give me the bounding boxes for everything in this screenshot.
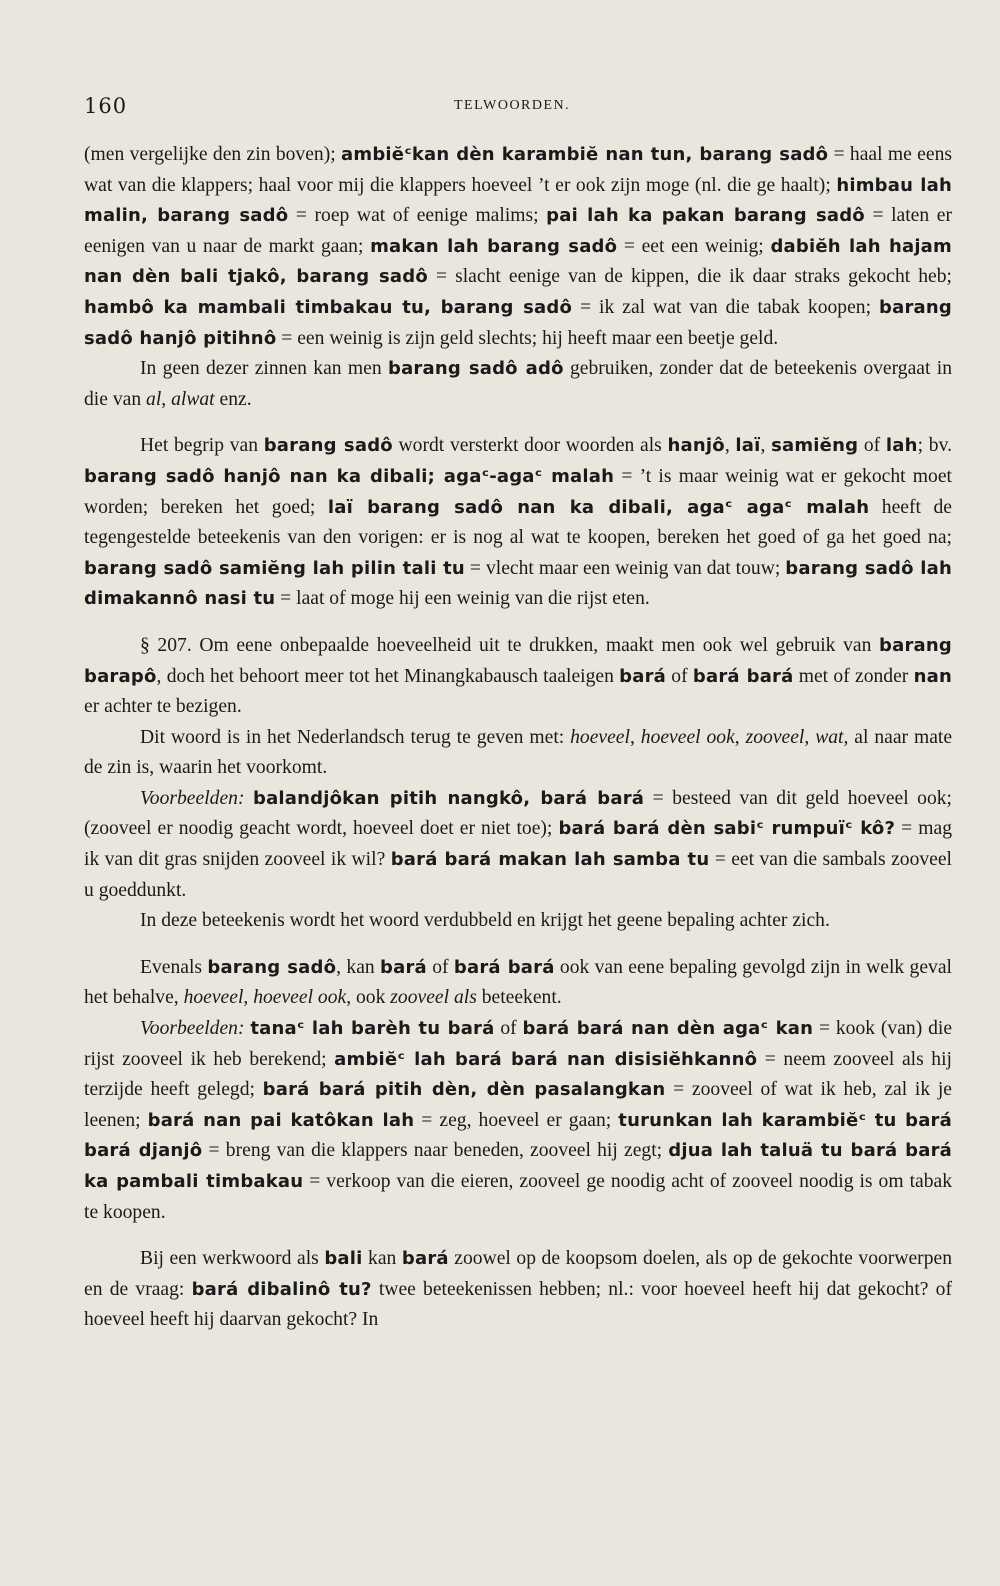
text-run: heeft de tegengestelde beteekenis van den vorigen: er is nog al wat te koopen, bereken het goed of ga het goed na; — [84, 496, 952, 549]
text-run: , — [243, 987, 254, 1009]
italic-text: al — [146, 388, 162, 410]
malay-term: hanjô — [667, 435, 725, 457]
malay-term: bará bará — [453, 956, 555, 978]
text-run: met of zonder — [793, 665, 914, 687]
text-run: § 207. Om eene onbepaalde hoeveelheid uit te drukken, maakt men ook wel gebruik van — [140, 634, 880, 656]
page-number: 160 — [84, 94, 128, 118]
italic-text: hoeveel — [570, 726, 630, 748]
malay-term: bará bará — [692, 665, 794, 687]
body-text — [84, 140, 952, 1336]
malay-term: pai lah ka pakan barang sadô — [546, 205, 865, 227]
paragraph — [84, 1244, 952, 1336]
malay-term: barang sadô lah dimakannô nasi tu — [84, 557, 952, 610]
text-run: of — [666, 665, 693, 687]
text-run: , kan — [336, 956, 381, 978]
text-run: zoowel op de koopsom doelen, als op de gekochte voorwerpen en de vraag: — [84, 1248, 952, 1300]
malay-term: bará bará makan lah samba tu — [390, 849, 710, 871]
paragraph — [84, 354, 952, 415]
text-run: , — [629, 726, 641, 748]
text-run: (men vergelijke den zin boven); — [84, 144, 342, 165]
text-run: er achter te bezigen. — [84, 696, 242, 718]
malay-term: bará bará pitih dèn, dèn pasalangkan — [262, 1079, 666, 1101]
text-run: twee beteekenissen hebben; nl.: voor hoeveel heeft hij dat gekocht? of hoeveel heeft hij daarvan gekocht? In — [84, 1278, 952, 1331]
malay-term: bará — [401, 1248, 449, 1270]
text-run: Bij een werkwoord als — [140, 1248, 325, 1270]
text-run: = slacht eenige van de kippen, die ik daar straks gekocht heb; — [427, 266, 952, 288]
italic-text: hoeveel — [183, 987, 244, 1009]
text-run: , — [161, 388, 172, 410]
malay-term: barang barapô — [84, 634, 952, 687]
paragraph — [84, 140, 952, 354]
paragraph — [84, 953, 952, 1014]
paragraph — [84, 784, 952, 906]
malay-term: bará bará dèn sabiᶜ rumpuïᶜ kô? — [558, 818, 896, 840]
malay-term: laï — [735, 435, 761, 457]
malay-term: hambô ka mambali timbakau tu, barang sadô — [84, 296, 573, 318]
malay-term: barang sadô adô — [387, 358, 564, 380]
text-run: of — [426, 956, 454, 978]
text-run: = roep wat of eenige malims; — [288, 205, 547, 227]
text-run: = laten er eenigen van u naar de markt gaan; — [84, 205, 952, 257]
text-run: = haal me eens wat van die klappers; haal voor mij die klappers hoeveel ’t er ook zijn moge (nl. die ge haalt); — [84, 144, 952, 196]
text-run: = mag ik van dit gras snijden zooveel ik wil? — [84, 818, 952, 871]
italic-text: hoeveel ook — [253, 987, 347, 1009]
running-title: TELWOORDEN. — [454, 98, 571, 113]
malay-term: barang sadô samiĕng lah pilin tali tu — [84, 557, 465, 579]
text-run: = laat of moge hij een weinig van die rijst eten. — [275, 588, 650, 610]
text-run: = zeg, hoeveel er gaan; — [414, 1109, 619, 1131]
malay-term: bará nan pai katôkan lah — [147, 1109, 415, 1131]
text-run: Dit woord is in het Nederlandsch terug te geven met: — [140, 726, 571, 748]
malay-term: laï barang sadô nan ka dibali, agaᶜ agaᶜ malah — [327, 496, 870, 518]
text-run: = zooveel of wat ik heb, zal ik je leenen; — [84, 1079, 952, 1131]
page-header — [84, 94, 954, 122]
text-run: wordt versterkt door woorden als — [392, 435, 668, 457]
paragraph — [84, 1014, 952, 1228]
text-run: = ’t is maar weinig wat er gekocht moet worden; bereken het goed; — [84, 465, 952, 518]
malay-term: lah — [885, 435, 918, 457]
malay-term: bali — [324, 1248, 363, 1270]
paragraph — [84, 431, 952, 615]
malay-term: bará dibalinô tu? — [191, 1278, 372, 1300]
text-run: = verkoop van die eieren, zooveel ge noodig acht of zooveel noodig is om tabak te koopen. — [84, 1171, 952, 1223]
malay-term: dabiĕh lah hajam nan dèn bali tjakô, barang sadô — [84, 235, 952, 288]
text-run: ; bv. — [917, 435, 952, 457]
text-run: = besteed van dit geld hoeveel ook; (zooveel er noodig geacht wordt, hoeveel doet er niet toe); — [84, 787, 953, 840]
malay-term: balandjôkan pitih nangkô, bará bará — [252, 787, 645, 809]
text-run: = eet een weinig; — [617, 235, 771, 257]
malay-term: bará bará nan dèn agaᶜ kan — [522, 1018, 814, 1040]
italic-text: wat — [815, 726, 844, 748]
text-run: = ik zal wat van die tabak koopen; — [572, 296, 880, 318]
text-run: = een weinig is zijn geld slechts; hij heeft maar een beetje geld. — [276, 327, 779, 349]
text-run: In deze beteekenis wordt het woord verdubbeld en krijgt het geene bepaling achter zich. — [140, 910, 830, 932]
malay-term: makan lah barang sadô — [370, 235, 618, 257]
malay-term: bará — [380, 956, 427, 978]
text-run: of — [858, 435, 886, 457]
text-run: , — [734, 726, 746, 748]
malay-term: nan — [913, 665, 952, 687]
text-run: , — [724, 435, 736, 457]
malay-term: barang sadô hanjô nan ka dibali; agaᶜ-agaᶜ malah — [84, 465, 615, 487]
malay-term: bará — [619, 665, 667, 687]
italic-text: Voorbeelden: — [140, 787, 245, 809]
text-run: In geen dezer zinnen kan men — [140, 358, 388, 380]
text-run: = breng van die klappers naar beneden, zooveel hij zegt; — [202, 1140, 669, 1162]
text-run: , ook — [346, 987, 391, 1009]
italic-text: zooveel als — [390, 987, 477, 1009]
text-run: Het begrip van — [140, 435, 264, 457]
text-run: , doch het behoort meer tot het Minangkabausch taaleigen — [156, 665, 620, 687]
text-run: = neem zooveel als hij terzijde heeft gelegd; — [84, 1048, 952, 1101]
text-run — [244, 788, 253, 809]
text-run: = eet van die sambals zooveel u goeddunkt. — [84, 849, 952, 901]
text-run: = vlecht maar een weinig van dat touw; — [464, 557, 786, 579]
malay-term: samiĕng — [771, 435, 859, 457]
text-run: , — [804, 726, 816, 748]
text-run: = kook (van) die rijst zooveel ik heb berekend; — [84, 1018, 953, 1070]
text-run: beteekent. — [476, 987, 562, 1009]
malay-term: barang sadô — [263, 435, 393, 457]
malay-term: djua lah taluä tu bará bará ka pambali timbakau — [84, 1140, 953, 1192]
italic-text: zooveel — [745, 726, 805, 748]
paragraph — [84, 723, 952, 784]
text-run: of — [494, 1018, 523, 1040]
text-run: , — [760, 435, 772, 457]
italic-text: hoeveel ook — [640, 726, 735, 748]
malay-term: ambiĕᶜ lah bará bará nan disisiĕhkannô — [334, 1048, 758, 1070]
text-run: enz. — [214, 388, 252, 410]
italic-text: Voorbeelden: — [140, 1018, 245, 1040]
text-run: Evenals — [140, 956, 208, 978]
paragraph — [84, 906, 952, 937]
malay-term: barang sadô — [207, 956, 337, 978]
malay-term: barang sadô hanjô pitihnô — [84, 296, 952, 349]
text-run: , al naar mate de zin is, waarin het voorkomt. — [84, 726, 953, 779]
malay-term: tanaᶜ lah barèh tu bará — [250, 1018, 495, 1040]
malay-term: ambiĕᶜkan dèn karambiĕ nan tun, barang sadô — [341, 144, 829, 165]
text-run: kan — [362, 1248, 402, 1270]
malay-term: himbau lah malin, barang sadô — [84, 174, 952, 227]
malay-term: turunkan lah karambiĕᶜ tu bará bará djanjô — [84, 1109, 952, 1162]
text-run: gebruiken, zonder dat de beteekenis overgaat in die van — [84, 358, 952, 410]
italic-text: alwat — [171, 388, 215, 410]
paragraph — [84, 631, 952, 723]
text-run: ook van eene bepaling gevolgd zijn in welk geval het behalve, — [84, 956, 952, 1009]
